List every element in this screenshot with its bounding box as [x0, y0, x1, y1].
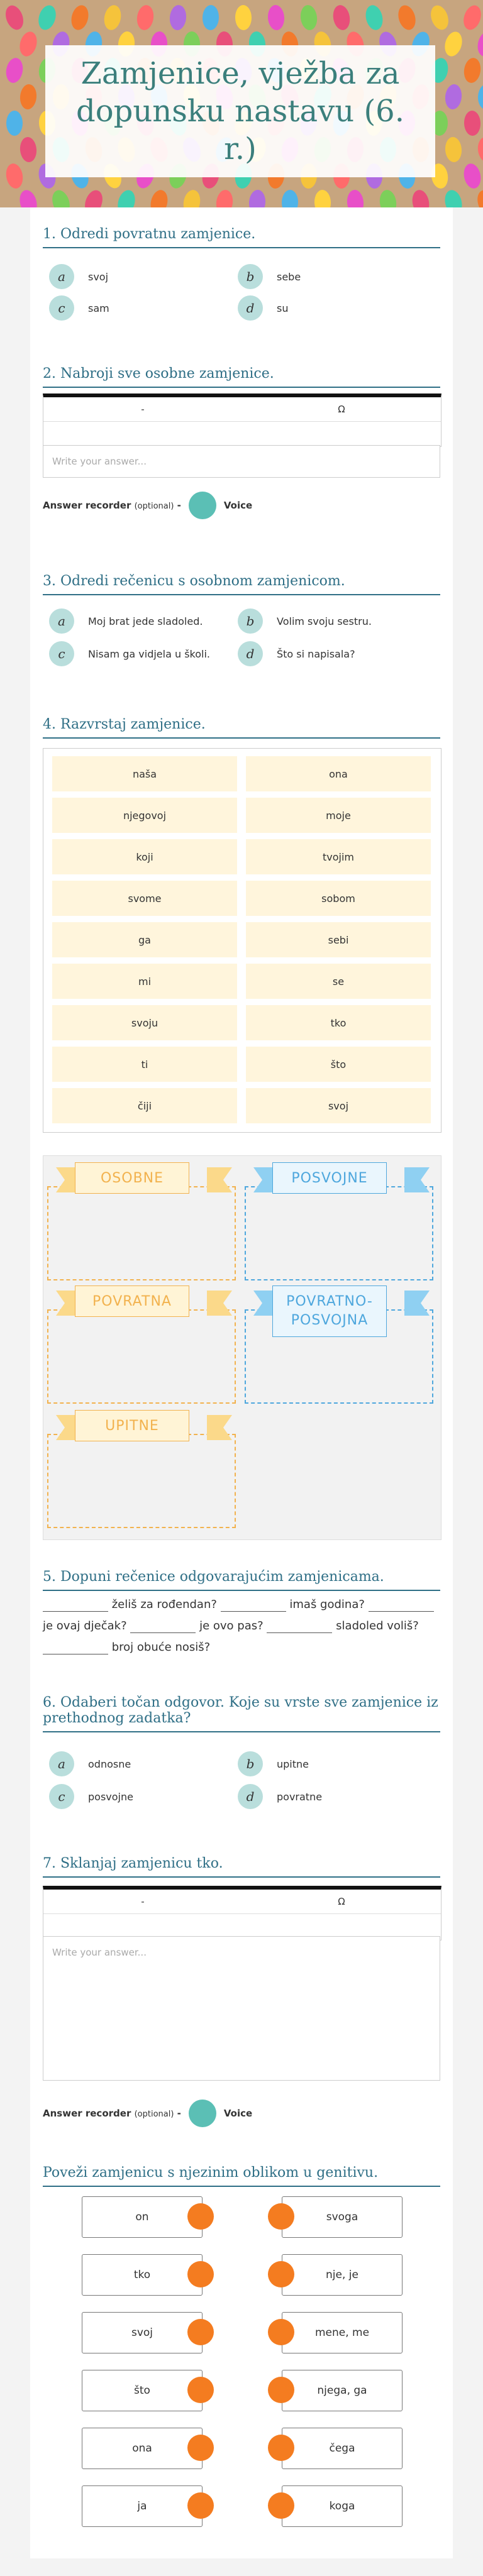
match-right-connector[interactable]	[268, 2492, 294, 2519]
paint-dot	[49, 188, 72, 207]
answer-toolbar	[43, 394, 441, 447]
category-label: POVRATNO-POSVOJNA	[272, 1285, 387, 1337]
paint-dot	[4, 57, 25, 84]
option-text: upitne	[277, 1758, 309, 1770]
answer-recorder	[43, 492, 252, 519]
question-4	[43, 717, 440, 742]
record-button[interactable]	[189, 2100, 216, 2127]
option-text: povratne	[277, 1790, 323, 1803]
match-right-item[interactable]: koga	[282, 2485, 402, 2527]
option-badge: b	[238, 608, 263, 634]
match-left-connector[interactable]	[187, 2319, 214, 2345]
paint-dot	[364, 4, 385, 32]
blank-input[interactable]	[43, 1599, 108, 1612]
word-chip[interactable]: tvojim	[246, 839, 431, 874]
match-right-item[interactable]: nje, je	[282, 2254, 402, 2296]
word-chip[interactable]: ga	[52, 922, 237, 957]
paint-dot	[477, 136, 483, 163]
match-left-item[interactable]: svoj	[82, 2312, 203, 2353]
sentence-part: je ovaj dječak?	[43, 1619, 127, 1632]
paint-dot	[4, 162, 25, 190]
paint-dot	[19, 136, 37, 163]
blank-input[interactable]	[130, 1620, 196, 1633]
option-b[interactable]	[238, 1751, 309, 1776]
option-badge: a	[49, 608, 74, 634]
paint-dot	[148, 189, 170, 207]
answer-recorder	[43, 2100, 252, 2127]
option-text: su	[277, 302, 289, 314]
recorder-label: Answer recorder (optional) -	[43, 2108, 181, 2119]
paint-dot	[215, 189, 235, 207]
option-text: odnosne	[88, 1758, 131, 1770]
option-badge: d	[238, 295, 263, 321]
match-left-connector[interactable]	[187, 2377, 214, 2403]
category-label: OSOBNE	[75, 1162, 189, 1194]
paint-dot	[299, 4, 319, 31]
question-2	[43, 366, 440, 517]
question-4-title: 4. Razvrstaj zamjenice.	[43, 717, 440, 739]
word-chip[interactable]: svoju	[52, 1005, 237, 1040]
paint-dot	[248, 189, 267, 207]
paint-dot	[443, 188, 465, 207]
option-d[interactable]	[238, 295, 288, 321]
paint-dot	[346, 189, 364, 207]
option-a[interactable]	[49, 264, 108, 289]
special-char-button[interactable]: Ω	[338, 404, 345, 415]
word-chip[interactable]: njegovoj	[52, 798, 237, 833]
paint-dot	[69, 3, 91, 31]
option-c[interactable]	[49, 295, 109, 321]
option-badge: a	[49, 1751, 74, 1776]
dropzone-upitne[interactable]	[47, 1434, 236, 1528]
paint-dot	[442, 30, 465, 58]
match-right-item[interactable]: mene, me	[282, 2312, 402, 2353]
match-left-item[interactable]: on	[82, 2196, 203, 2238]
question-7-title: 7. Sklanjaj zamjenicu tko.	[43, 1856, 440, 1878]
paint-dot	[82, 188, 106, 207]
format-button[interactable]: -	[141, 404, 145, 415]
word-chip[interactable]: sobom	[246, 881, 431, 916]
option-b[interactable]	[238, 264, 301, 289]
option-d[interactable]	[238, 1784, 322, 1809]
option-c[interactable]	[49, 641, 210, 666]
paint-dot	[267, 4, 286, 31]
word-chip[interactable]: mi	[52, 964, 237, 999]
answer-input[interactable]: Write your answer...	[43, 1936, 440, 2081]
fill-in-text	[43, 1594, 440, 1658]
question-3-title: 3. Odredi rečenicu s osobnom zamjenicom.	[43, 573, 440, 595]
category-label: UPITNE	[75, 1410, 189, 1441]
voice-label: Voice	[223, 500, 253, 511]
paint-dot	[314, 190, 331, 207]
hero-banner	[0, 0, 483, 207]
answer-input[interactable]: Write your answer...	[43, 445, 440, 478]
paint-dot	[477, 84, 483, 109]
option-badge: d	[238, 641, 263, 666]
word-chip[interactable]: tko	[246, 1005, 431, 1040]
voice-label: Voice	[223, 2108, 253, 2119]
title-card	[45, 45, 435, 177]
match-left-item[interactable]: ona	[82, 2428, 203, 2469]
word-chip[interactable]: ti	[52, 1047, 237, 1082]
match-right-item[interactable]: njega, ga	[282, 2370, 402, 2411]
paint-dot	[19, 84, 37, 110]
word-chip[interactable]: svoj	[246, 1088, 431, 1123]
option-text: Što si napisala?	[277, 647, 355, 660]
paint-dot	[410, 189, 431, 207]
blank-input[interactable]	[267, 1620, 332, 1633]
option-badge: d	[238, 1784, 263, 1809]
option-c[interactable]	[49, 1784, 133, 1809]
paint-dot	[378, 189, 397, 207]
paint-dot	[396, 3, 418, 32]
question-1	[43, 226, 440, 321]
question-3	[43, 573, 440, 668]
record-button[interactable]	[189, 492, 216, 519]
question-7	[43, 1856, 440, 2138]
question-6-title: 6. Odaberi točan odgovor. Koje su vrste sve zamjenice iz prethodnog zadatka?	[43, 1695, 440, 1732]
paint-dot	[428, 3, 452, 32]
worksheet	[30, 207, 453, 2558]
category-board	[43, 1155, 441, 1540]
paint-dot	[282, 190, 299, 207]
word-chip[interactable]: koji	[52, 839, 237, 874]
blank-input[interactable]	[43, 1641, 108, 1654]
match-right-connector[interactable]	[268, 2319, 294, 2345]
sentence-part: želiš za rođendan?	[111, 1598, 217, 1611]
paint-dot	[17, 30, 39, 58]
option-text: Moj brat jede sladoled.	[88, 615, 203, 627]
match-left-connector[interactable]	[187, 2261, 214, 2287]
paint-dot	[135, 4, 155, 31]
option-d[interactable]	[238, 641, 355, 666]
sentence-part: je ovo pas?	[199, 1619, 264, 1632]
match-left-connector[interactable]	[187, 2492, 214, 2519]
match-right-item[interactable]: svoga	[282, 2196, 402, 2238]
paint-dot	[475, 188, 483, 207]
page-title: Zamjenice, vježba za dopunsku nastavu (6. r.)	[76, 56, 404, 167]
recorder-label: Answer recorder (optional) -	[43, 500, 181, 511]
paint-dot	[102, 4, 123, 31]
special-char-button[interactable]: Ω	[338, 1896, 345, 1907]
paint-dot	[235, 5, 252, 30]
dropzone-povratna[interactable]	[47, 1309, 236, 1404]
match-right-connector[interactable]	[268, 2377, 294, 2403]
paint-dot	[331, 4, 352, 31]
option-badge: c	[49, 1784, 74, 1809]
word-chip[interactable]: ona	[246, 756, 431, 791]
question-8	[43, 2165, 440, 2190]
question-2-title: 2. Nabroji sve osobne zamjenice.	[43, 366, 440, 388]
word-chip[interactable]: naša	[52, 756, 237, 791]
word-chip[interactable]: moje	[246, 798, 431, 833]
paint-dot	[460, 3, 483, 32]
match-right-connector[interactable]	[268, 2203, 294, 2230]
paint-dot	[464, 111, 480, 136]
option-text: posvojne	[88, 1790, 133, 1803]
option-a[interactable]	[49, 1751, 131, 1776]
match-right-connector[interactable]	[268, 2435, 294, 2461]
match-left-item[interactable]: tko	[82, 2254, 203, 2296]
paint-dot	[475, 30, 483, 58]
blank-input[interactable]	[369, 1599, 434, 1612]
category-label: POVRATNA	[75, 1285, 189, 1317]
option-badge: b	[238, 264, 263, 289]
answer-toolbar	[43, 1886, 441, 1940]
question-8-title: Poveži zamjenicu s njezinim oblikom u genitivu.	[43, 2165, 440, 2187]
match-right-item[interactable]: čega	[282, 2428, 402, 2469]
paint-dot	[6, 111, 23, 136]
option-badge: c	[49, 295, 74, 321]
match-left-connector[interactable]	[187, 2435, 214, 2461]
paint-dot	[202, 5, 219, 31]
paint-dot	[17, 188, 39, 207]
paint-dot	[36, 3, 59, 32]
sentence-part: broj obuće nosiš?	[111, 1641, 211, 1654]
paint-dot	[3, 3, 26, 32]
paint-dot	[444, 84, 463, 110]
sentence-part: imaš godina?	[289, 1598, 365, 1611]
option-text: Volim svoju sestru.	[277, 615, 372, 627]
word-chip[interactable]: što	[246, 1047, 431, 1082]
paint-dot	[462, 162, 483, 190]
option-text: sebe	[277, 270, 301, 283]
paint-dot	[445, 136, 463, 163]
option-b[interactable]	[238, 608, 372, 634]
paint-dot	[169, 4, 187, 31]
option-badge: c	[49, 641, 74, 666]
dropzone-osobne[interactable]	[47, 1186, 236, 1280]
blank-input[interactable]	[221, 1599, 286, 1612]
question-5-title: 5. Dopuni rečenice odgovarajućim zamjenicama.	[43, 1569, 440, 1591]
match-left-item[interactable]: što	[82, 2370, 203, 2411]
option-badge: a	[49, 264, 74, 289]
word-bank	[43, 748, 441, 1133]
paint-dot	[462, 57, 482, 84]
sentence-part: sladoled voliš?	[336, 1619, 419, 1632]
option-text: svoj	[88, 270, 109, 283]
category-label: POSVOJNE	[272, 1162, 387, 1194]
option-text: sam	[88, 302, 109, 314]
question-5	[43, 1569, 440, 1594]
match-left-connector[interactable]	[187, 2203, 214, 2230]
option-a[interactable]	[49, 608, 203, 634]
dropzone-posvojne[interactable]	[245, 1186, 433, 1280]
match-left-item[interactable]: ja	[82, 2485, 203, 2527]
option-text: Nisam ga vidjela u školi.	[88, 647, 210, 660]
paint-dot	[182, 189, 203, 207]
word-chip[interactable]: se	[246, 964, 431, 999]
option-badge: b	[238, 1751, 263, 1776]
word-chip[interactable]: svome	[52, 881, 237, 916]
format-button[interactable]: -	[141, 1896, 145, 1907]
question-6	[43, 1695, 440, 1814]
word-chip[interactable]: sebi	[246, 922, 431, 957]
question-1-title: 1. Odredi povratnu zamjenice.	[43, 226, 440, 248]
word-chip[interactable]: čiji	[52, 1088, 237, 1123]
paint-dot	[115, 188, 138, 207]
match-right-connector[interactable]	[268, 2261, 294, 2287]
